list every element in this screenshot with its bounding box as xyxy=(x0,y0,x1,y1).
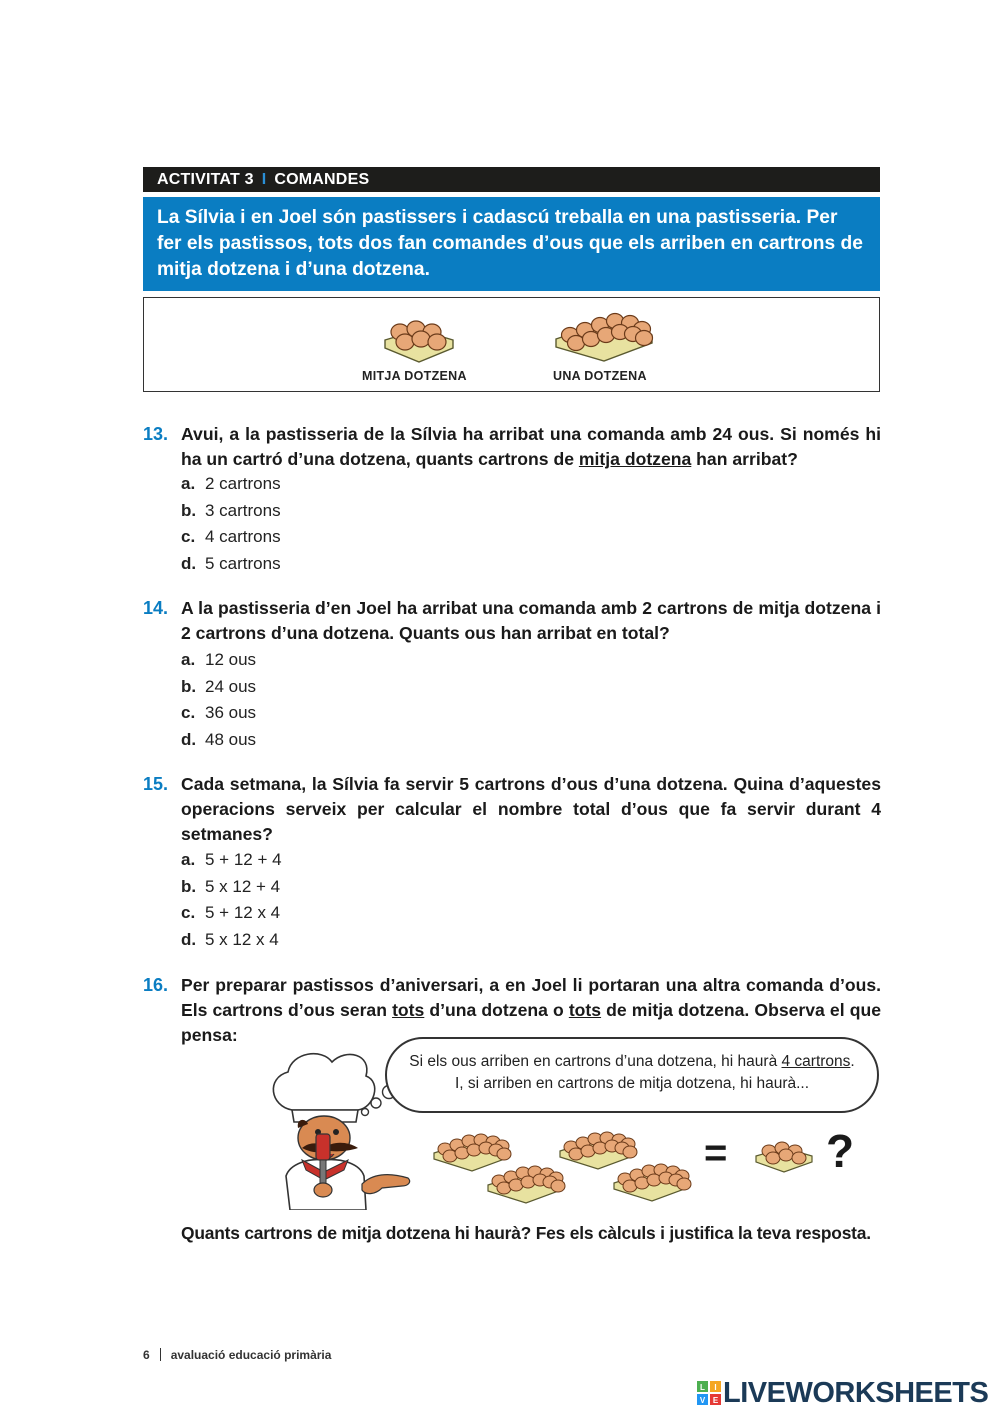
question-16-number: 16. xyxy=(143,975,169,995)
question-13-number: 13. xyxy=(143,424,169,444)
option-14a[interactable]: a. 12 ous xyxy=(181,650,257,669)
dozen-carton-2 xyxy=(488,1166,565,1203)
option-15c[interactable]: c. 5 + 12 x 4 xyxy=(181,903,281,922)
header-separator: I xyxy=(261,171,267,188)
page-number: 6 xyxy=(143,1348,150,1362)
svg-text:E: E xyxy=(712,1396,719,1405)
option-13d[interactable]: d. 5 cartrons xyxy=(181,553,281,573)
dozen-label: UNA DOTZENA xyxy=(553,369,647,383)
final-question: Quants cartrons de mitja dotzena hi haurà? Fes els càlculs i justifica la teva resposta. xyxy=(181,1223,871,1243)
intro-text: La Sílvia i en Joel són pastissers i cadascú treballa en una pastisseria. Per fer els pastissos, tots dos fan comandes d’ous que els arriben en cartrons de mitja dotzena i d’una dotzena. xyxy=(157,207,863,280)
liveworksheets-logo xyxy=(697,1377,988,1409)
question-16-text: Per preparar pastissos d’aniversari, a en Joel li portaran una altra comanda d’ous. Els cartrons d’ous seran tots d’una dotzena o tots de mitja dotzena. Observa el que pensa: xyxy=(181,975,881,1045)
question-14-text: A la pastisseria d’en Joel ha arribat una comanda amb 2 cartrons de mitja dotzena i 2 cartrons d’una dotzena. Quants ous han arribat en total? xyxy=(181,598,881,643)
half-dozen-label: MITJA DOTZENA xyxy=(362,369,467,383)
thought-line-2: I, si arriben en cartrons de mitja dotzena, hi haurà... xyxy=(454,1075,810,1092)
underlined-tots-1: tots xyxy=(392,1000,425,1020)
question-mark: ? xyxy=(826,1125,855,1177)
question-14-number: 14. xyxy=(143,598,169,618)
underlined-4-cartrons: 4 cartrons xyxy=(781,1053,851,1070)
option-15b[interactable]: b. 5 x 12 + 4 xyxy=(181,876,281,896)
option-13c[interactable]: c. 4 cartrons xyxy=(181,527,281,546)
liveworksheets-logo-text: LIVEWORKSHEETS xyxy=(723,1376,989,1409)
underlined-mitja-dotzena: mitja dotzena xyxy=(578,449,692,469)
option-15a[interactable]: a. 5 + 12 + 4 xyxy=(181,850,282,869)
svg-text:L: L xyxy=(700,1383,705,1392)
option-14b[interactable]: b. 24 ous xyxy=(181,676,257,696)
option-15d[interactable]: d. 5 x 12 x 4 xyxy=(181,929,279,949)
thought-line-1: Si els ous arriben en cartrons d’una dotzena, hi haurà 4 cartrons. xyxy=(409,1053,855,1070)
activity-number: ACTIVITAT 3 xyxy=(157,171,254,188)
four-dozen-cartons-image xyxy=(432,1127,694,1205)
equals-sign: = xyxy=(704,1131,728,1175)
liveworksheets-logo-icon xyxy=(697,1381,721,1405)
footer-text: avaluació educació primària xyxy=(170,1348,332,1362)
activity-title: COMANDES xyxy=(274,171,370,188)
half-dozen-carton-small-image xyxy=(754,1138,814,1174)
dozen-carton-1 xyxy=(434,1134,511,1171)
underlined-tots-2: tots xyxy=(568,1000,602,1020)
question-13-options xyxy=(181,471,281,577)
dozen-carton-image xyxy=(554,309,654,363)
svg-text:I: I xyxy=(714,1383,717,1392)
question-14-options xyxy=(181,647,256,753)
half-dozen-carton-image xyxy=(383,318,455,364)
svg-text:V: V xyxy=(699,1396,706,1405)
dozen-carton-4 xyxy=(614,1164,691,1201)
page-footer xyxy=(143,1348,331,1362)
footer-divider xyxy=(160,1348,161,1361)
option-14c[interactable]: c. 36 ous xyxy=(181,703,257,722)
question-15-number: 15. xyxy=(143,774,169,794)
carton-reference-box xyxy=(143,297,880,392)
question-13-text: Avui, a la pastisseria de la Sílvia ha arribat una comanda amb 24 ous. Si només hi ha un cartró d’una dotzena, quants cartrons de mitja dotzena han arribat? xyxy=(181,424,881,469)
dozen-carton-3 xyxy=(560,1132,637,1169)
option-14d[interactable]: d. 48 ous xyxy=(181,729,257,749)
question-15-options xyxy=(181,847,282,953)
question-15-text: Cada setmana, la Sílvia fa servir 5 cartrons d’ous d’una dotzena. Quina d’aquestes operacions serveix per calcular el nombre total d’ous que fa servir durant 4 setmanes? xyxy=(181,774,881,844)
option-13a[interactable]: a. 2 cartrons xyxy=(181,474,281,493)
activity-header xyxy=(143,167,880,192)
thought-bubble xyxy=(385,1037,879,1113)
intro-box xyxy=(143,197,880,291)
option-13b[interactable]: b. 3 cartrons xyxy=(181,500,281,520)
